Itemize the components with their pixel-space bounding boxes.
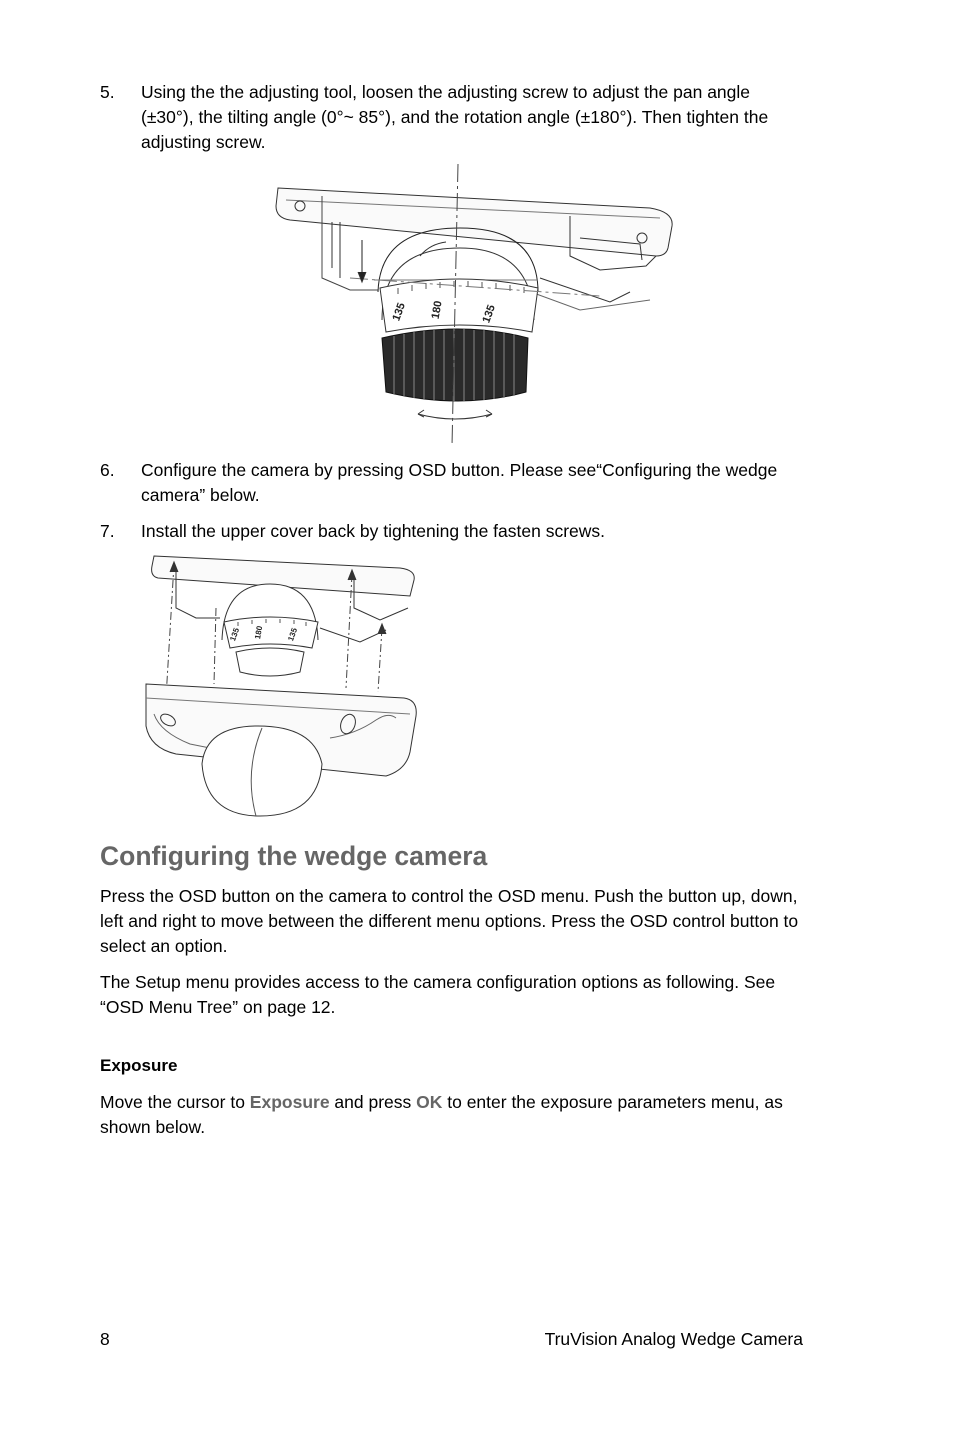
step-text: Using the the adjusting tool, loosen the adjusting screw to adjust the pan angle (±30°), the tilting angle (0°~ 85°), and the rotation angle (±180°). Then tighten the adjusting screw. xyxy=(141,82,769,152)
camera-adjustment-figure xyxy=(270,160,680,450)
step-5 xyxy=(100,80,805,155)
dial-label-left: 135 xyxy=(228,626,242,643)
exposure-text-before: Move the cursor to xyxy=(100,1092,250,1112)
dial-label-center: 180 xyxy=(429,299,445,321)
ok-keyword: OK xyxy=(416,1092,443,1112)
section-paragraph-2: The Setup menu provides access to the camera configuration options as following. See “OSD Menu Tree” on page 12. xyxy=(100,972,776,1017)
dial-label-center: 180 xyxy=(253,625,265,640)
step-number: 7. xyxy=(100,521,115,541)
exposure-keyword: Exposure xyxy=(249,1092,330,1112)
dial-label-left: 135 xyxy=(390,301,408,323)
page-number: 8 xyxy=(100,1329,110,1349)
dial-label-right: 135 xyxy=(286,626,300,643)
cover-install-figure xyxy=(140,548,420,818)
dial-label-right: 135 xyxy=(480,303,498,325)
step-text: Configure the camera by pressing OSD button. Please see“Configuring the wedge camera” below. xyxy=(141,460,778,505)
step-text: Install the upper cover back by tightening the fasten screws. xyxy=(141,521,606,541)
document-title: TruVision Analog Wedge Camera xyxy=(544,1329,803,1349)
step-6 xyxy=(100,458,805,508)
step-number: 5. xyxy=(100,82,115,102)
section-title: Configuring the wedge camera xyxy=(100,841,488,871)
exposure-heading: Exposure xyxy=(100,1056,178,1075)
section-paragraph-1: Press the OSD button on the camera to control the OSD menu. Push the button up, down, left and right to move between the different menu options. Press the OSD control button to select an option. xyxy=(100,886,799,956)
step-7 xyxy=(100,519,805,544)
exposure-paragraph xyxy=(100,1090,805,1140)
step-number: 6. xyxy=(100,460,115,480)
exposure-text-middle: and press xyxy=(329,1092,417,1112)
exposure-text-after: to enter the exposure parameters menu, as shown below. xyxy=(100,1092,783,1137)
